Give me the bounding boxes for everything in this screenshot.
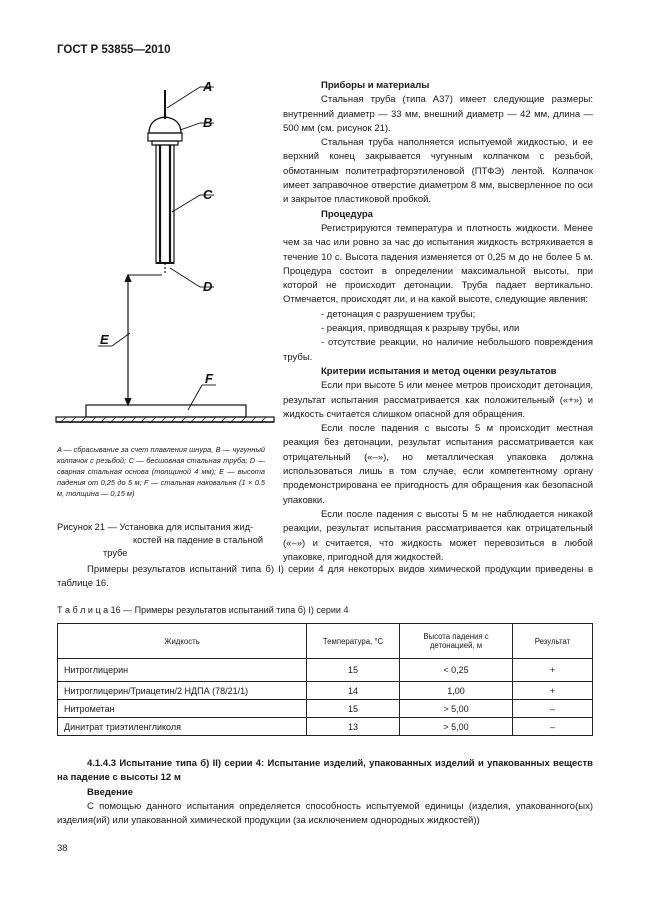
- cell-height: > 5,00: [400, 718, 513, 736]
- figure-label-f: F: [205, 371, 213, 386]
- col-header-liquid: Жидкость: [58, 624, 307, 659]
- cell-temperature: 15: [307, 659, 400, 682]
- right-column: [283, 79, 593, 565]
- figure-label-e: E: [100, 332, 109, 347]
- paragraph: Стальная труба (типа А37) имеет следующие размеры: внутренний диаметр — 33 мм, внешний диаметр — 42 мм, длина — 500 мм (см. рисунок 21).: [283, 94, 593, 134]
- cell-result: –: [513, 718, 593, 736]
- cell-liquid: Нитроглицерин: [58, 659, 307, 682]
- paragraph: Регистрируются температура и плотность жидкости. Менее чем за час или ровно за час до испытания жидкость встряхивается в течение 10 с. Высота падения изменяется от 0,25 м до не более 5 м. Процедура состоит в определении максимальной высоты, при которой не происходит детонации. Труба падает вертикально. Отмечается, происходят ли, и на какой высоте, следующие явления:: [283, 222, 593, 306]
- list-item: - отсутствие реакции, но наличие небольшого повреждения трубы.: [283, 337, 593, 363]
- col-header-temperature: Температура, °С: [307, 624, 400, 659]
- cell-temperature: 13: [307, 718, 400, 736]
- examples-paragraph: [57, 563, 593, 592]
- figure-title-line2: костей на падение в стальной трубе: [103, 535, 264, 558]
- figure-label-c: C: [203, 187, 213, 202]
- paragraph: Если после падения с высоты 5 м происходит местная реакция без детонации, результат испытания рассматривается как отрицательный («–»), но металлическая упаковка должна использоваться лишь в том случае, если компетентному органу продемонстрирована ее пригодность для обращения как безопасной упаковки.: [283, 423, 593, 506]
- cell-temperature: 15: [307, 700, 400, 718]
- figure-title: [57, 521, 265, 560]
- table-row: [58, 718, 593, 736]
- heading-apparatus: Приборы и материалы: [321, 80, 430, 91]
- figure-label-a: A: [203, 79, 213, 94]
- table-row: [58, 659, 593, 682]
- cell-liquid: Нитрометан: [58, 700, 307, 718]
- table-caption: Т а б л и ц а 16 — Примеры результатов испытаний типа б) I) серии 4: [57, 605, 349, 615]
- section-heading: 4.1.4.3 Испытание типа б) II) серии 4: Испытание изделий, упакованных изделий и упакованных веществ на падение с высоты 12 м: [57, 758, 593, 784]
- figure-legend: A — сбрасывание за счет плавления шнура, B — чугунный колпачок с резьбой; C — бесшовная стальная труба; D — сварная стальная основа (толщиной 4 мм); E — высота падения от 0,25 до 5 м; F — стальная наковальня (1 × 0.5 м, толщина — 0,15 м): [57, 445, 265, 498]
- paragraph: Примеры результатов испытаний типа б) I) серии 4 для некоторых видов химической продукции приведены в таблице 16.: [57, 564, 593, 590]
- col-header-result: Результат: [513, 624, 593, 659]
- figure-label-d: D: [203, 279, 213, 294]
- figure-title-line1: Рисунок 21 — Установка для испытания жид-: [57, 522, 254, 532]
- paragraph: С помощью данного испытания определяется способность испытуемой единицы (изделия, упакованного(ых) изделия(ий) или упакованной химической продукции (за исключением однородных жидкостей)): [57, 800, 593, 827]
- cell-height: > 5,00: [400, 700, 513, 718]
- section-subheading: Введение: [87, 786, 134, 798]
- cell-temperature: 14: [307, 682, 400, 700]
- list-item: - реакция, приводящая к разрыву трубы, или: [321, 323, 520, 335]
- document-header: ГОСТ Р 53855—2010: [57, 44, 171, 56]
- results-table: [57, 623, 593, 736]
- col-header-height: Высота падения с детонацией, м: [400, 624, 513, 659]
- cell-result: –: [513, 700, 593, 718]
- figure-label-b: B: [203, 115, 213, 130]
- paragraph: Стальная труба наполняется испытуемой жидкостью, и ее верхний конец закрывается чугунным колпачком с резьбой, обмотанным политетрафторэтиленовой (ПТФЭ) лентой. Колпачок имеет заправочное отверстие диаметром 8 мм, высверленное по оси и закрытое пластиковой пробкой.: [283, 137, 593, 206]
- drop-test-figure: [50, 75, 280, 435]
- table-header-row: [58, 624, 593, 659]
- paragraph: Если после падения с высоты 5 м не наблюдается никакой реакции, результат испытания рассматривается как отрицательный («–») и считается, что жидкость может перевозиться в любой упаковке, пригодной для жидкостей.: [283, 508, 593, 563]
- heading-criteria: Критерии испытания и метод оценки результатов: [321, 365, 557, 377]
- list-item: - детонация с разрушением трубы;: [321, 308, 476, 320]
- section-4-1-4-3: [57, 757, 593, 828]
- cell-result: +: [513, 659, 593, 682]
- cell-liquid: Нитроглицерин/Триацетин/2 НДПА (78/21/1): [58, 682, 307, 700]
- page-number: 38: [57, 843, 68, 854]
- cell-result: +: [513, 682, 593, 700]
- cell-liquid: Динитрат триэтиленгликоля: [58, 718, 307, 736]
- table-row: [58, 700, 593, 718]
- heading-procedure: Процедура: [321, 208, 373, 220]
- table-row: [58, 682, 593, 700]
- paragraph: Если при высоте 5 или менее метров происходит детонация, результат испытания рассматривается как положительный («+») и жидкость считается слишком опасной для обращения.: [283, 380, 593, 420]
- cell-height: 1,00: [400, 682, 513, 700]
- cell-height: < 0,25: [400, 659, 513, 682]
